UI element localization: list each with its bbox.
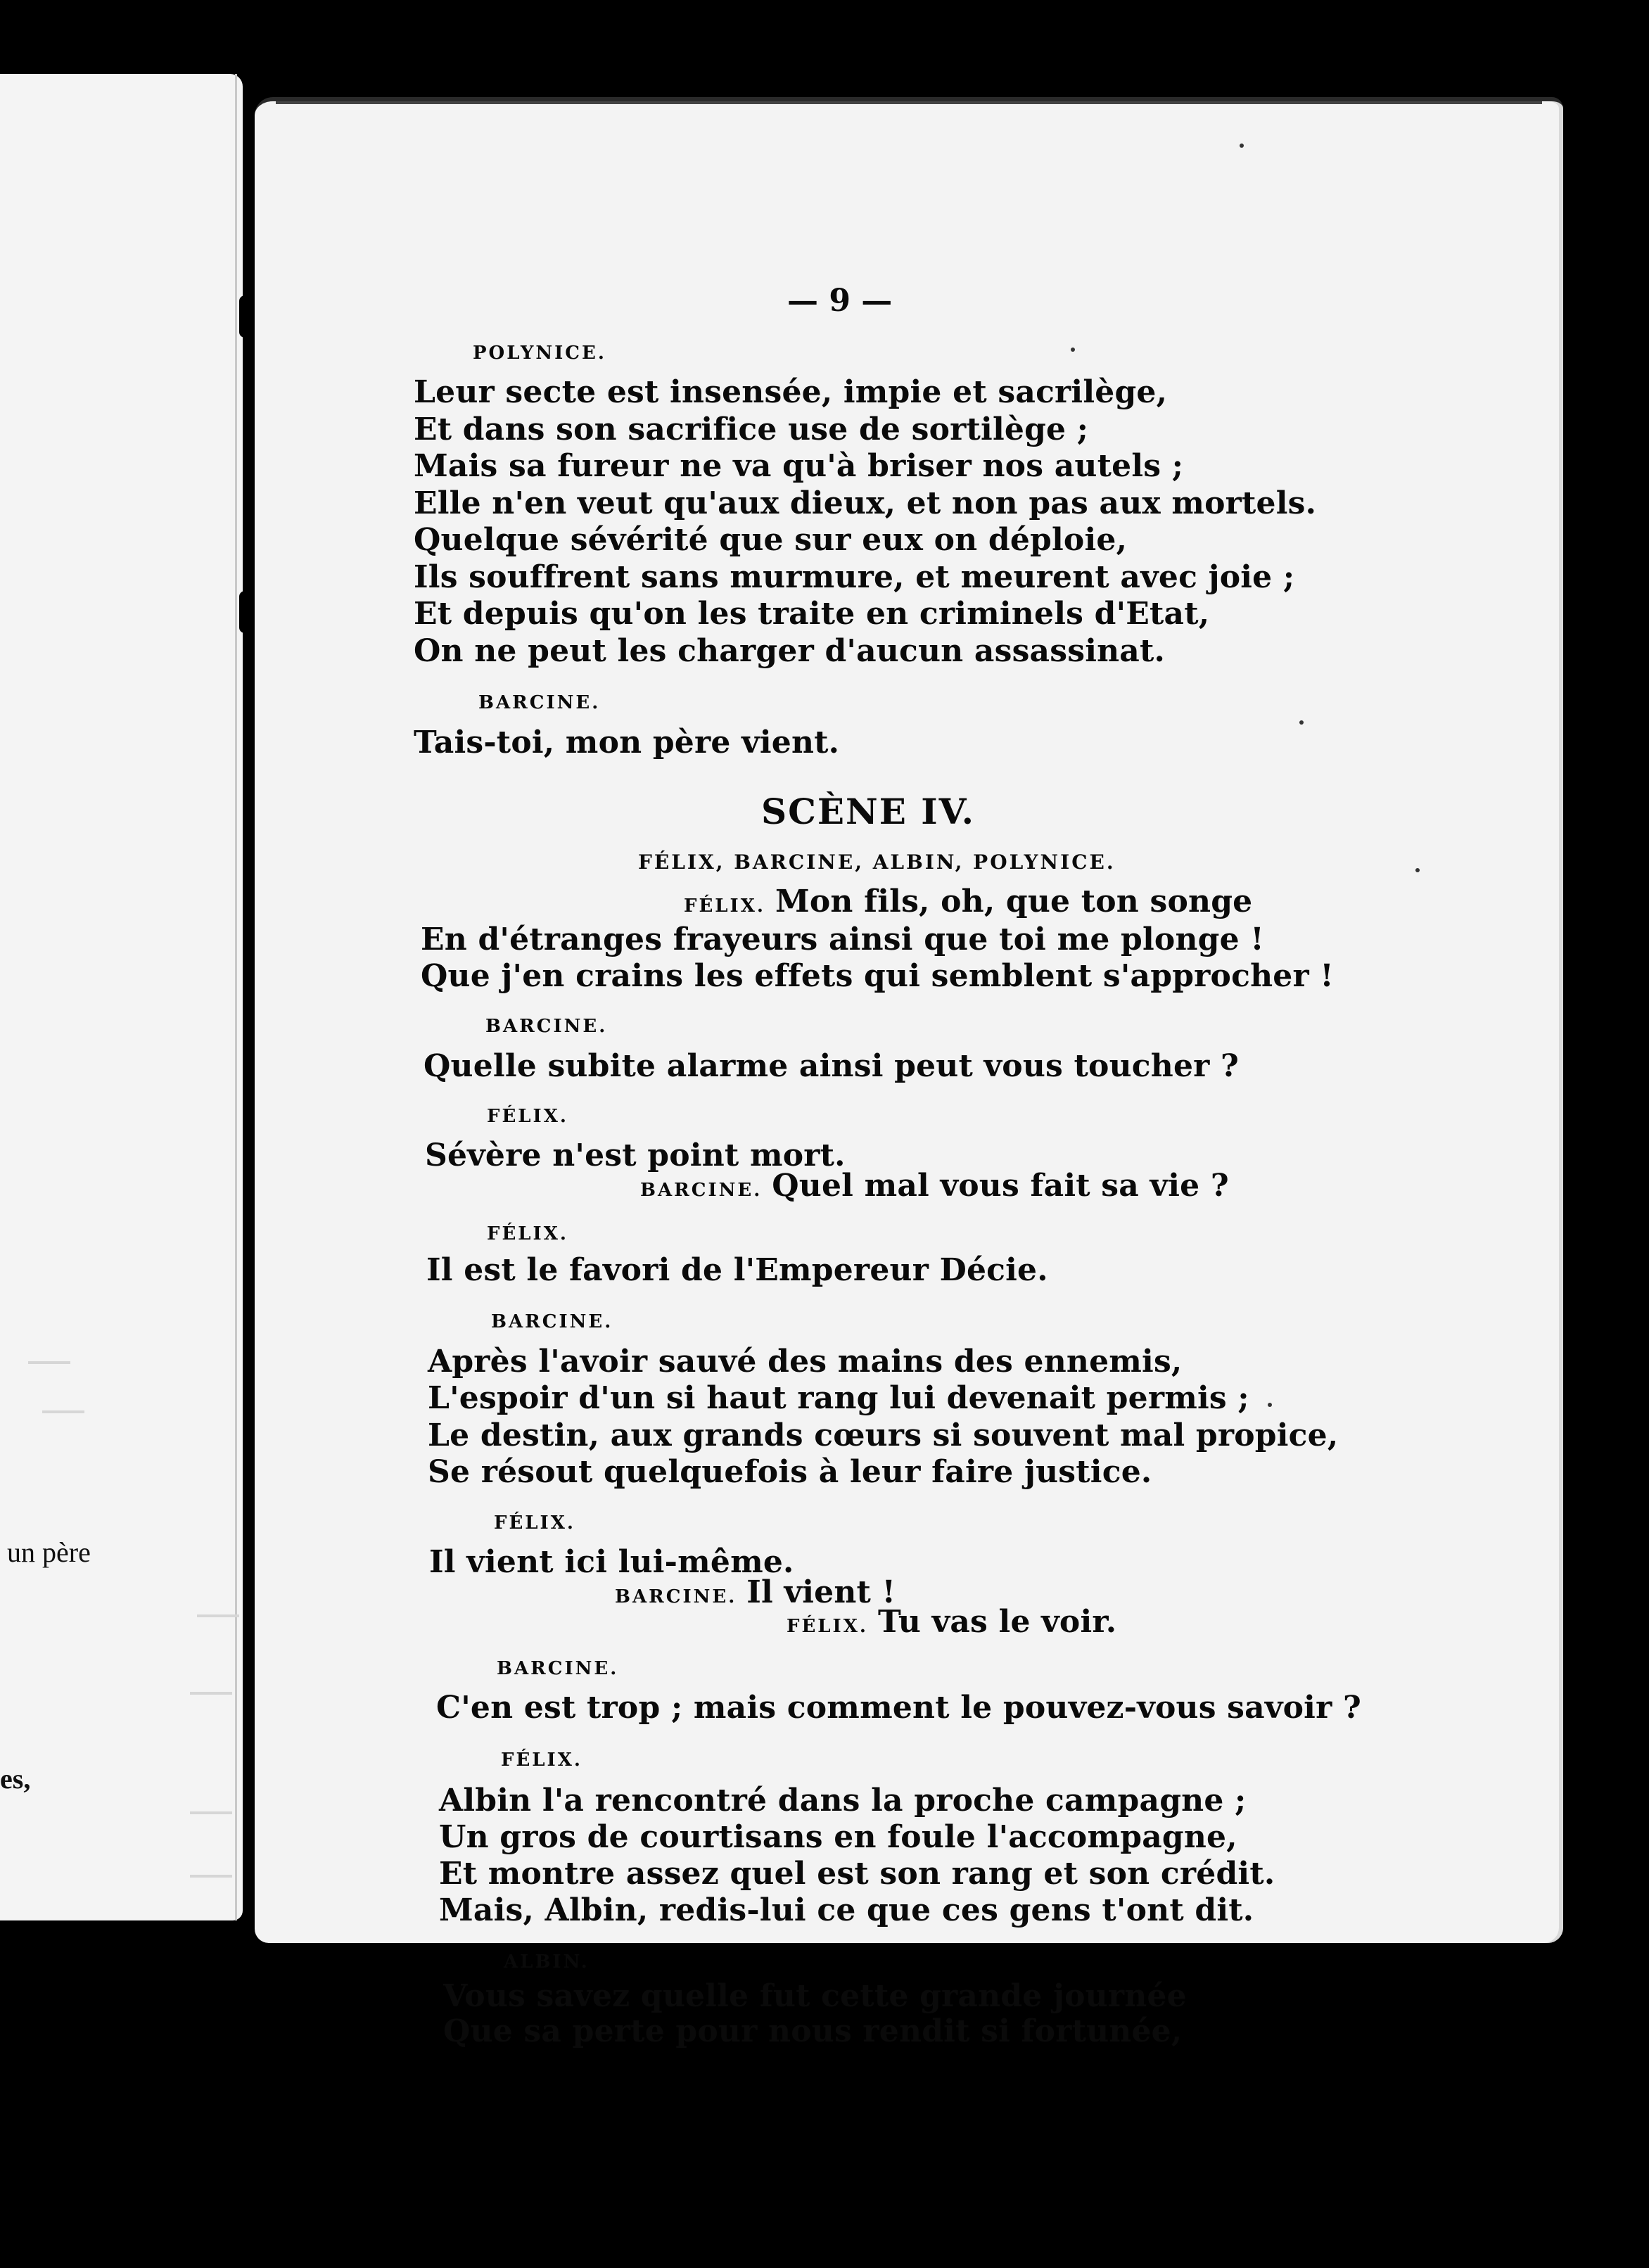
speaker-label: BARCINE.	[478, 692, 601, 713]
speck	[1071, 348, 1075, 352]
verse-line	[684, 886, 1252, 917]
speaker-label: FÉLIX.	[684, 896, 765, 917]
verse-line: Il vient ici lui-même.	[429, 1544, 794, 1580]
speaker-label: BARCINE.	[485, 1016, 608, 1037]
verse-line	[640, 1168, 1229, 1204]
verse-text: Tu vas le voir.	[877, 1604, 1117, 1640]
verse-line: Et montre assez quel est son rang et son crédit.	[439, 1856, 1275, 1892]
verse-line	[787, 1604, 1117, 1640]
verse-line: Quelle subite alarme ainsi peut vous toucher ?	[424, 1048, 1240, 1084]
verse-line: Se résout quelquefois à leur faire justice.	[428, 1454, 1152, 1490]
speck	[1268, 1403, 1272, 1407]
verse-line: Leur secte est insensée, impie et sacrilège,	[414, 374, 1168, 410]
speaker-label: FÉLIX.	[787, 1616, 868, 1637]
verse-line: C'en est trop ; mais comment le pouvez-vous savoir ?	[436, 1690, 1361, 1726]
page-number: — 9 —	[787, 283, 893, 319]
verse-line: Et depuis qu'on les traite en criminels d'Etat,	[414, 596, 1210, 632]
verse-line: En d'étranges frayeurs ainsi que toi me plonge !	[421, 922, 1264, 957]
scene-cast: FÉLIX, BARCINE, ALBIN, POLYNICE.	[638, 850, 1116, 874]
speaker-label: BARCINE.	[497, 1658, 619, 1679]
verse-line: Ils souffrent sans murmure, et meurent avec joie ;	[414, 559, 1295, 595]
verse-line: Un gros de courtisans en foule l'accompagne,	[439, 1819, 1237, 1855]
verse-text: Quel mal vous fait sa vie ?	[772, 1168, 1229, 1204]
verse-line	[615, 1574, 896, 1610]
verse-line: Et dans son sacrifice use de sortilège ;	[414, 412, 1089, 447]
faint-mark	[28, 1361, 70, 1364]
speaker-label: FÉLIX.	[501, 1750, 582, 1771]
faint-mark	[197, 1614, 239, 1617]
scene-heading: SCÈNE IV.	[761, 791, 976, 832]
book-page	[255, 97, 1563, 2049]
left-page-fragment: un père	[7, 1536, 91, 1568]
verse-line: Que sa perte pour nous rendit si fortunée,	[443, 2013, 1183, 2049]
speaker-label: BARCINE.	[491, 1311, 613, 1332]
verse-line: Albin l'a rencontré dans la proche campagne ;	[439, 1783, 1247, 1818]
speaker-label: ALBIN.	[504, 1951, 590, 1973]
verse-line: Sévère n'est point mort.	[425, 1138, 846, 1173]
speaker-label: BARCINE.	[615, 1586, 737, 1607]
speck	[1240, 144, 1244, 148]
verse-line: On ne peut les charger d'aucun assassinat.	[414, 633, 1166, 669]
verse-text: Il vient !	[746, 1574, 896, 1610]
speaker-label: FÉLIX.	[487, 1106, 568, 1127]
speck	[1299, 720, 1304, 725]
verse-line: Quelque sévérité que sur eux on déploie,	[414, 522, 1128, 558]
verse-line: Tais-toi, mon père vient.	[414, 725, 840, 760]
verse-line: Vous savez quelle fut cette grande journée	[443, 1978, 1187, 2014]
faint-mark	[190, 1875, 232, 1878]
verse-line: Mais, Albin, redis-lui ce que ces gens t'ont dit.	[439, 1892, 1254, 1928]
page-top-edge	[276, 101, 1542, 104]
left-page	[0, 74, 243, 1920]
verse-line: L'espoir d'un si haut rang lui devenait permis ;	[428, 1380, 1249, 1416]
speck	[1415, 868, 1420, 872]
page-edge	[235, 74, 237, 1920]
speaker-label: POLYNICE.	[473, 343, 606, 364]
faint-mark	[190, 1811, 232, 1814]
speaker-label: FÉLIX.	[494, 1512, 575, 1534]
faint-mark	[42, 1410, 84, 1413]
verse-line: Mais sa fureur ne va qu'à briser nos autels ;	[414, 448, 1184, 484]
speaker-label: FÉLIX.	[487, 1223, 568, 1244]
verse-text: Mon fils, oh, que ton songe	[775, 884, 1253, 919]
verse-line: Il est le favori de l'Empereur Décie.	[426, 1252, 1048, 1288]
verse-line: Le destin, aux grands cœurs si souvent mal propice,	[428, 1418, 1339, 1453]
verse-line: Que j'en crains les effets qui semblent s'approcher !	[421, 958, 1334, 994]
verse-line: Après l'avoir sauvé des mains des ennemis,	[428, 1344, 1183, 1380]
verse-line: Elle n'en veut qu'aux dieux, et non pas aux mortels.	[414, 485, 1317, 521]
faint-mark	[190, 1692, 232, 1695]
left-page-fragment: es,	[0, 1763, 31, 1795]
speaker-label: BARCINE.	[640, 1180, 763, 1201]
